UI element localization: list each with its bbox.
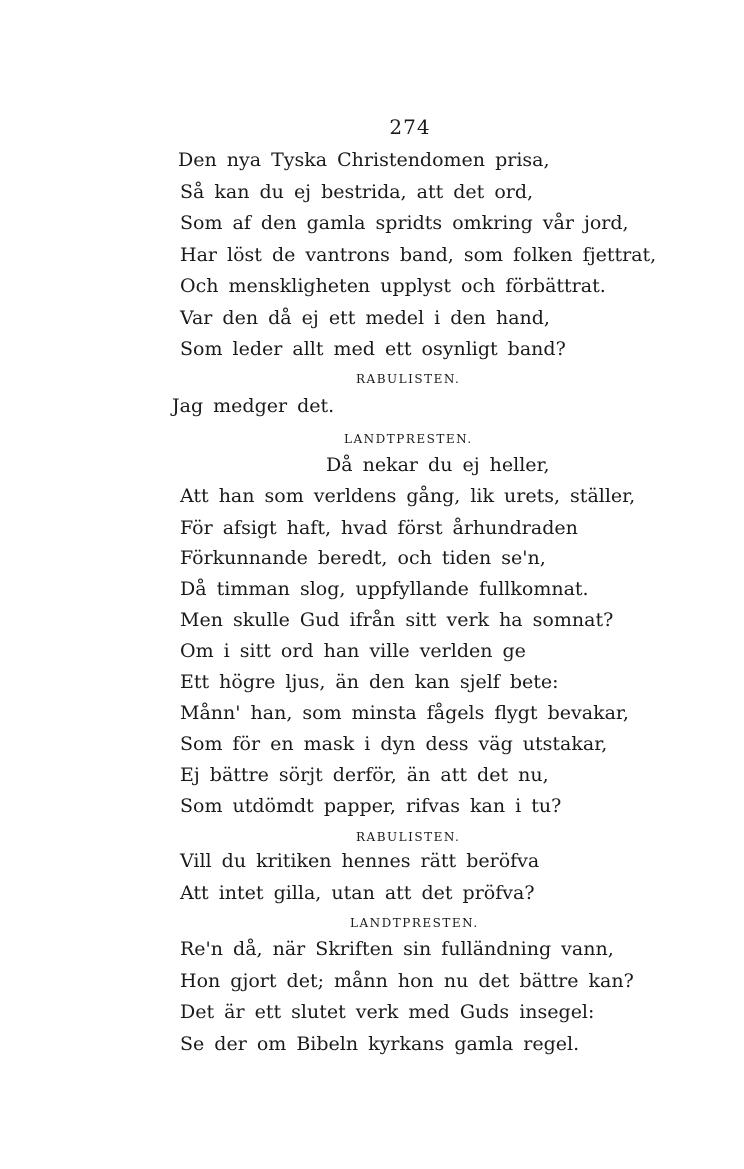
verse-line: Månn' han, som minsta fågels flygt bevakar,: [180, 702, 629, 724]
verse-line: Re'n då, när Skriften sin fulländning vann,: [180, 938, 614, 960]
verse-line: Det är ett slutet verk med Guds insegel:: [180, 1001, 595, 1023]
verse-line: Och menskligheten upplyst och förbättrat.: [180, 275, 606, 297]
verse-line: Så kan du ej bestrida, att det ord,: [180, 181, 534, 203]
speaker-heading: LANDTPRESTEN.: [350, 916, 479, 930]
verse-line: Vill du kritiken hennes rätt beröfva: [180, 850, 540, 872]
page-number: 274: [389, 115, 431, 139]
speaker-heading: LANDTPRESTEN.: [344, 432, 473, 446]
verse-line: Att han som verldens gång, lik urets, ställer,: [180, 485, 636, 507]
verse-line: Då timman slog, uppfyllande fullkomnat.: [180, 578, 589, 600]
verse-line: Ett högre ljus, än den kan sjelf bete:: [180, 671, 559, 693]
verse-line: Som utdömdt papper, rifvas kan i tu?: [180, 795, 562, 817]
verse-line: Att intet gilla, utan att det pröfva?: [180, 882, 535, 904]
speaker-heading: RABULISTEN.: [356, 372, 461, 386]
verse-line: Om i sitt ord han ville verlden ge: [180, 640, 526, 662]
speaker-heading: RABULISTEN.: [356, 830, 461, 844]
verse-line: Ej bättre sörjt derför, än att det nu,: [180, 764, 549, 786]
verse-line: Som af den gamla spridts omkring vår jord,: [180, 212, 629, 234]
verse-line: Som för en mask i dyn dess väg utstakar,: [180, 733, 608, 755]
verse-line: Då nekar du ej heller,: [326, 454, 550, 476]
verse-line: Var den då ej ett medel i den hand,: [180, 307, 550, 329]
verse-line: Som leder allt med ett osynligt band?: [180, 338, 566, 360]
verse-line: Har löst de vantrons band, som folken fjettrat,: [180, 244, 657, 266]
verse-line: Jag medger det.: [172, 395, 335, 417]
verse-line: Den nya Tyska Christendomen prisa,: [178, 149, 550, 171]
verse-line: Se der om Bibeln kyrkans gamla regel.: [180, 1033, 580, 1055]
verse-line: Men skulle Gud ifrån sitt verk ha somnat?: [180, 609, 614, 631]
verse-line: Hon gjort det; månn hon nu det bättre kan?: [180, 970, 634, 992]
verse-line: För afsigt haft, hvad först århundraden: [180, 517, 578, 539]
verse-line: Förkunnande beredt, och tiden se'n,: [180, 547, 546, 569]
